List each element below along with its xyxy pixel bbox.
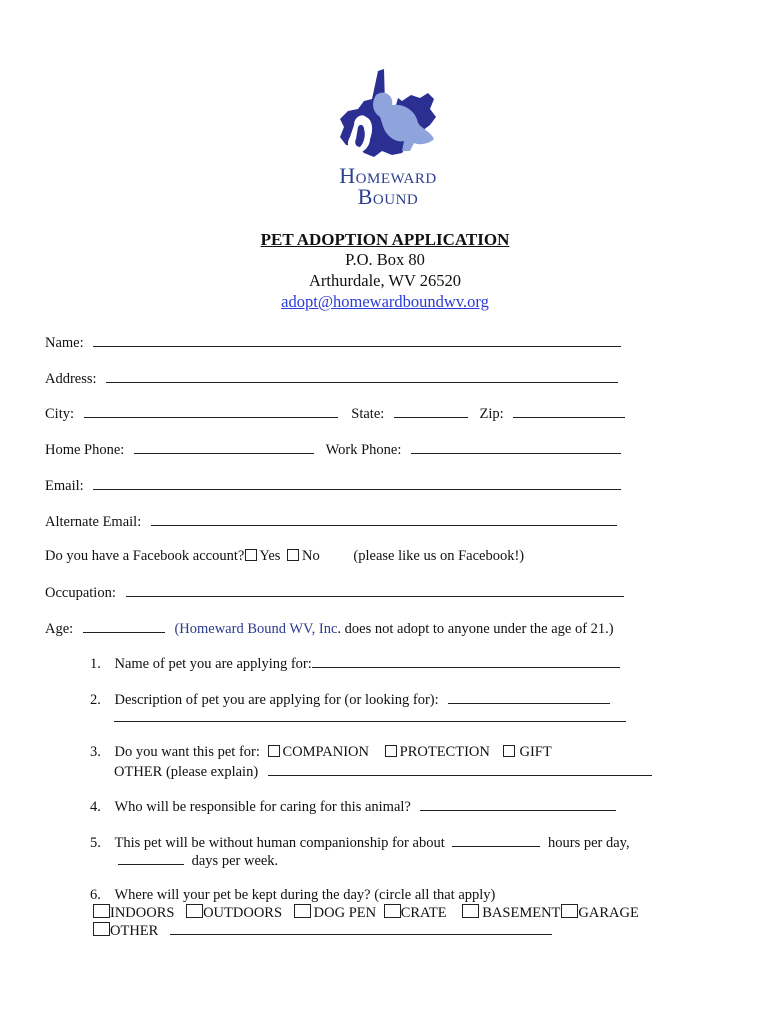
outdoors-checkbox[interactable] bbox=[186, 904, 203, 918]
q4-number: 4. bbox=[90, 799, 101, 815]
gift-checkbox[interactable] bbox=[503, 745, 515, 757]
occupation-label: Occupation: bbox=[45, 585, 116, 601]
age-label: Age: bbox=[45, 621, 74, 637]
crate-checkbox[interactable] bbox=[384, 904, 401, 918]
q3-other-row bbox=[114, 763, 652, 781]
email-field[interactable] bbox=[93, 477, 621, 490]
question-6 bbox=[90, 887, 495, 904]
q2-line2 bbox=[114, 709, 626, 727]
alt-email-label: Alternate Email: bbox=[45, 514, 142, 530]
alt-email-field[interactable] bbox=[151, 513, 617, 526]
city-field[interactable] bbox=[84, 405, 338, 418]
protection-checkbox[interactable] bbox=[385, 745, 397, 757]
q5-days-field[interactable] bbox=[118, 852, 184, 865]
q6-other-field[interactable] bbox=[170, 922, 552, 935]
facebook-no-label: No bbox=[302, 548, 320, 564]
q6-other-label: OTHER bbox=[110, 923, 159, 939]
address-line1: P.O. Box 80 bbox=[345, 250, 425, 269]
q4-text: Who will be responsible for caring for this animal? bbox=[114, 799, 411, 815]
question-1 bbox=[90, 655, 620, 673]
age-field[interactable] bbox=[83, 620, 165, 633]
q2-text: Description of pet you are applying for (or looking for): bbox=[114, 692, 439, 708]
outdoors-label: OUTDOORS bbox=[203, 905, 283, 921]
facebook-no-checkbox[interactable] bbox=[287, 549, 299, 561]
homeward-bound-logo bbox=[318, 65, 458, 210]
city-label: City: bbox=[45, 406, 75, 422]
logo-graphic bbox=[318, 65, 458, 165]
address-row bbox=[45, 370, 618, 388]
garage-label: GARAGE bbox=[578, 905, 639, 921]
address-line2: Arthurdale, WV 26520 bbox=[309, 271, 461, 290]
facebook-yes-checkbox[interactable] bbox=[245, 549, 257, 561]
q3-other-field[interactable] bbox=[268, 763, 652, 776]
facebook-note: (please like us on Facebook!) bbox=[353, 548, 525, 564]
home-phone-field[interactable] bbox=[134, 441, 314, 454]
q1-text: Name of pet you are applying for: bbox=[114, 656, 312, 672]
logo-text bbox=[318, 165, 458, 207]
age-note-org: (Homeward Bound WV, Inc bbox=[174, 621, 338, 637]
q5-number: 5. bbox=[90, 835, 101, 851]
logo-line2: Bound bbox=[357, 184, 419, 209]
q4-field[interactable] bbox=[420, 798, 616, 811]
crate-label: CRATE bbox=[400, 905, 447, 921]
contact-email-link[interactable]: adopt@homewardboundwv.org bbox=[281, 292, 489, 311]
zip-field[interactable] bbox=[513, 405, 625, 418]
facebook-question: Do you have a Facebook account? bbox=[45, 548, 245, 564]
email-row bbox=[45, 477, 621, 495]
occupation-row bbox=[45, 584, 624, 602]
q5-line2 bbox=[118, 852, 278, 870]
protection-label: PROTECTION bbox=[399, 744, 490, 760]
q5-days-label: days per week. bbox=[191, 853, 279, 869]
q1-field[interactable] bbox=[312, 655, 620, 668]
question-5 bbox=[90, 834, 630, 852]
indoors-label: INDOORS bbox=[110, 905, 175, 921]
age-note-rest: . does not adopt to anyone under the age of 21.) bbox=[337, 621, 614, 637]
indoors-checkbox[interactable] bbox=[93, 904, 110, 918]
q5-hours-field[interactable] bbox=[452, 834, 540, 847]
question-2 bbox=[90, 691, 610, 709]
dog-pen-label: DOG PEN bbox=[313, 905, 377, 921]
city-state-zip-row bbox=[45, 405, 625, 423]
q3-other-label: OTHER (please explain) bbox=[114, 764, 259, 780]
alt-email-row bbox=[45, 513, 617, 531]
email-label: Email: bbox=[45, 478, 84, 494]
q5-text: This pet will be without human companionship for about bbox=[114, 835, 445, 851]
q6-number: 6. bbox=[90, 887, 101, 903]
facebook-yes-label: Yes bbox=[259, 548, 281, 564]
question-4 bbox=[90, 798, 616, 816]
state-field[interactable] bbox=[394, 405, 468, 418]
q6-options-row bbox=[93, 904, 639, 922]
garage-checkbox[interactable] bbox=[561, 904, 578, 918]
home-phone-label: Home Phone: bbox=[45, 442, 125, 458]
q6-other-row bbox=[93, 922, 552, 940]
companion-label: COMPANION bbox=[282, 744, 369, 760]
age-row bbox=[45, 620, 614, 638]
q1-number: 1. bbox=[90, 656, 101, 672]
work-phone-label: Work Phone: bbox=[325, 442, 402, 458]
name-label: Name: bbox=[45, 335, 84, 351]
question-3 bbox=[90, 744, 552, 761]
dog-pen-checkbox[interactable] bbox=[294, 904, 311, 918]
work-phone-field[interactable] bbox=[411, 441, 621, 454]
companion-checkbox[interactable] bbox=[268, 745, 280, 757]
occupation-field[interactable] bbox=[126, 584, 624, 597]
basement-label: BASEMENT bbox=[482, 905, 561, 921]
name-field[interactable] bbox=[93, 334, 621, 347]
phone-row bbox=[45, 441, 621, 459]
zip-label: Zip: bbox=[479, 406, 504, 422]
facebook-row bbox=[45, 548, 524, 565]
gift-label: GIFT bbox=[519, 744, 552, 760]
logo-line1: Homeward bbox=[339, 163, 437, 188]
state-label: State: bbox=[351, 406, 385, 422]
q6-text: Where will your pet be kept during the day? (circle all that apply) bbox=[114, 887, 496, 903]
q5-hours-label: hours per day, bbox=[547, 835, 630, 851]
name-row bbox=[45, 334, 621, 352]
address-label: Address: bbox=[45, 371, 97, 387]
address-field[interactable] bbox=[106, 370, 618, 383]
page-title: PET ADOPTION APPLICATION bbox=[260, 230, 510, 249]
q2-field-continued[interactable] bbox=[114, 709, 626, 722]
q3-number: 3. bbox=[90, 744, 101, 760]
basement-checkbox[interactable] bbox=[462, 904, 479, 918]
q2-number: 2. bbox=[90, 692, 101, 708]
q2-field[interactable] bbox=[448, 691, 610, 704]
other-checkbox[interactable] bbox=[93, 922, 110, 936]
q3-text: Do you want this pet for: bbox=[114, 744, 260, 760]
